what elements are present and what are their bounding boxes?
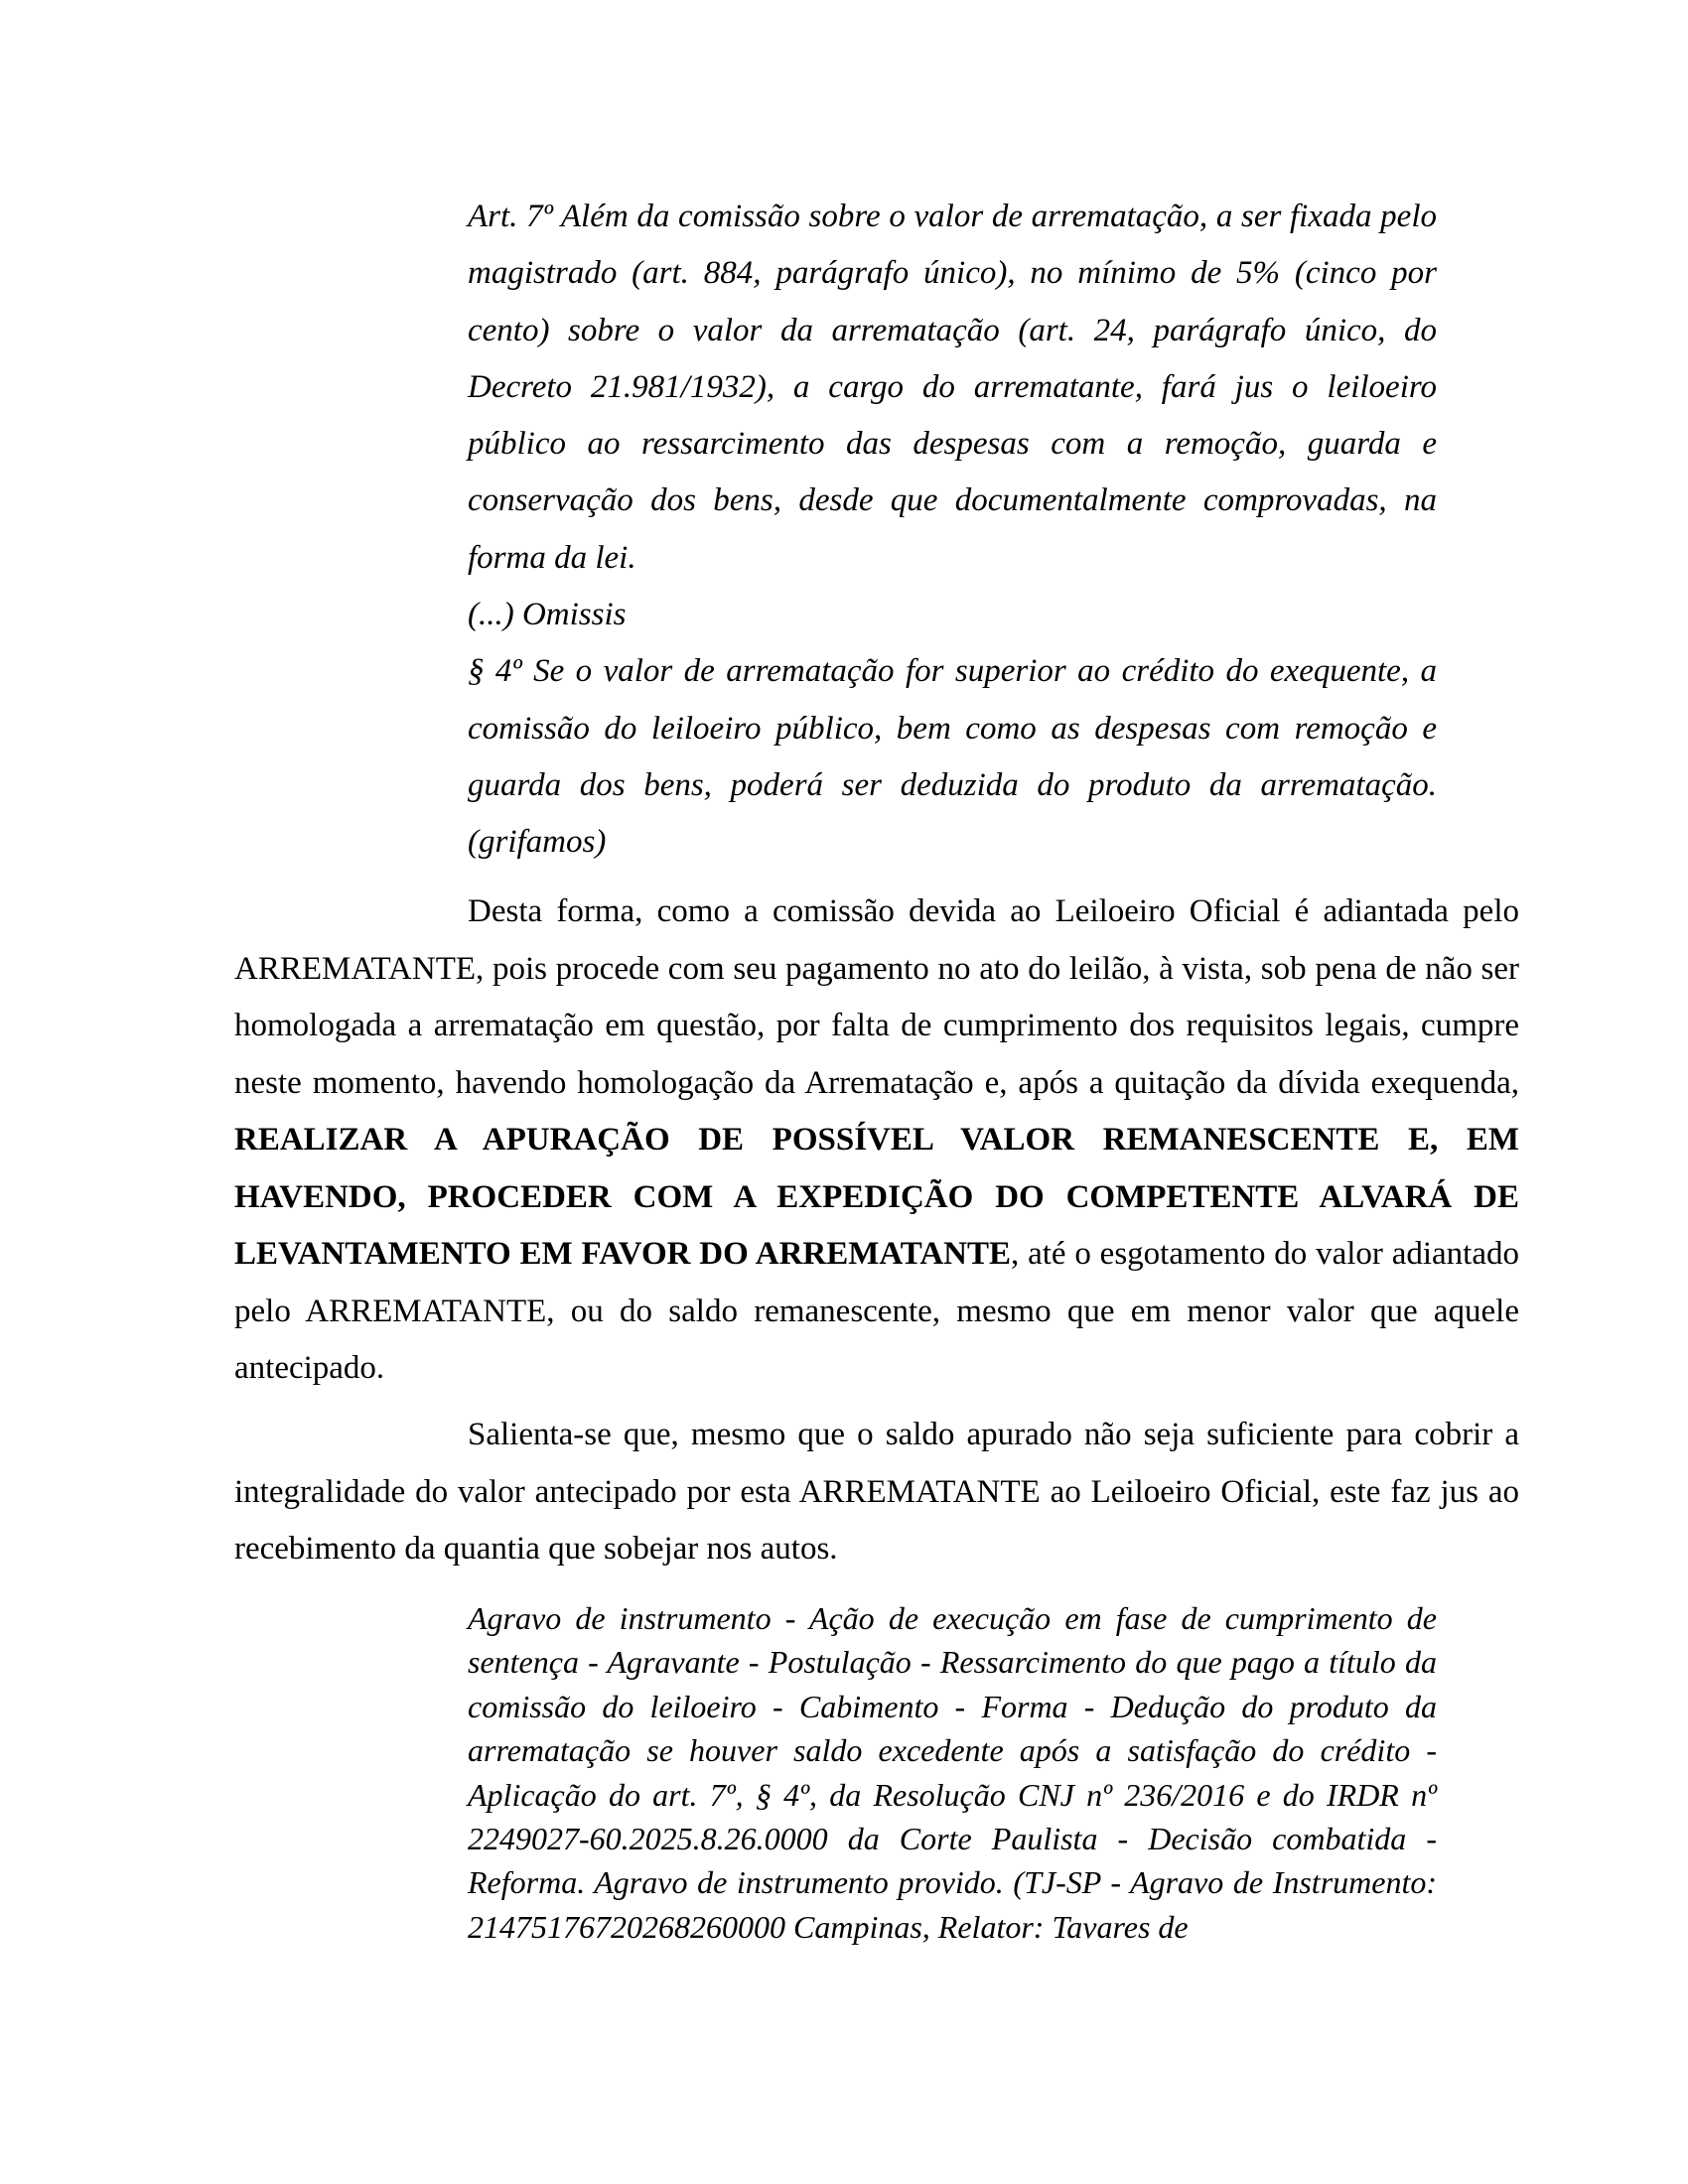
body-paragraph-2 (234, 1407, 1519, 1578)
article-quote (468, 189, 1437, 872)
omission-marker: (...) Omissis (468, 597, 627, 633)
paragraph-4-text: § 4º Se o valor de arrematação for superior ao crédito do exequente, a comissão do leiloeiro público, bem como as despesas com remoção e guarda dos bens, poderá ser deduzida do produto da arrematação. (grifamos) (468, 653, 1437, 861)
article-7-text: Art. 7º Além da comissão sobre o valor de arrematação, a ser fixada pelo magistrado (art. 884, parágrafo único), no mínimo de 5% (cinco por cento) sobre o valor da arrematação (art. 24, parágrafo único, do Decreto 21.981/1932), a cargo do arrematante, fará jus o leiloeiro público ao ressarcimento das despesas com a remoção, guarda e conservação dos bens, desde que documentalmente comprovadas, na forma da lei. (468, 199, 1437, 576)
paragraph-1-emphasis: REALIZAR A APURAÇÃO DE POSSÍVEL VALOR REMANESCENTE E, EM HAVENDO, PROCEDER COM A EXPEDIÇÃO DO COMPETENTE ALVARÁ DE LEVANTAMENTO EM FAVOR DO ARREMATANTE (234, 1122, 1519, 1272)
case-law-text: Agravo de instrumento - Ação de execução em fase de cumprimento de sentença - Agravante - Postulação - Ressarcimento do que pago a título da comissão do leiloeiro - Cabimento - Forma - Dedução do produto da arrematação se houver saldo excedente após a satisfação do crédito - Aplicação do art. 7º, § 4º, da Resolução CNJ nº 236/2016 e do IRDR nº 2249027-60.2025.8.26.0000 da Corte Paulista - Decisão combatida - Reforma. Agravo de instrumento provido. (TJ-SP - Agravo de Instrumento: 21475176720268260000 Campinas, Relator: Tavares de (468, 1600, 1437, 1945)
paragraph-2: Salienta-se que, mesmo que o saldo apurado não seja suficiente para cobrir a integralidade do valor antecipado por esta ARREMATANTE ao Leiloeiro Oficial, este faz jus ao recebimento da quantia que sobejar nos autos. (234, 1417, 1519, 1567)
body-paragraph-1 (234, 884, 1519, 1398)
paragraph-1-intro: Desta forma, como a comissão devida ao Leiloeiro Oficial é adiantada pelo ARREMATANTE, pois procede com seu pagamento no ato do leilão, à vista, sob pena de não ser homologada a arrematação em questão, por falta de cumprimento dos requisitos legais, cumpre neste momento, havendo homologação da Arrematação e, após a quitação da dívida exequenda, (234, 893, 1519, 1101)
paragraph-1 (234, 884, 1519, 1398)
case-law-quote (468, 1596, 1437, 1949)
paragraph-1-conclusion: , até o esgotamento do valor adiantado pelo ARREMATANTE, ou do saldo remanescente, mesmo que em menor valor que aquele antecipado. (234, 1236, 1519, 1386)
